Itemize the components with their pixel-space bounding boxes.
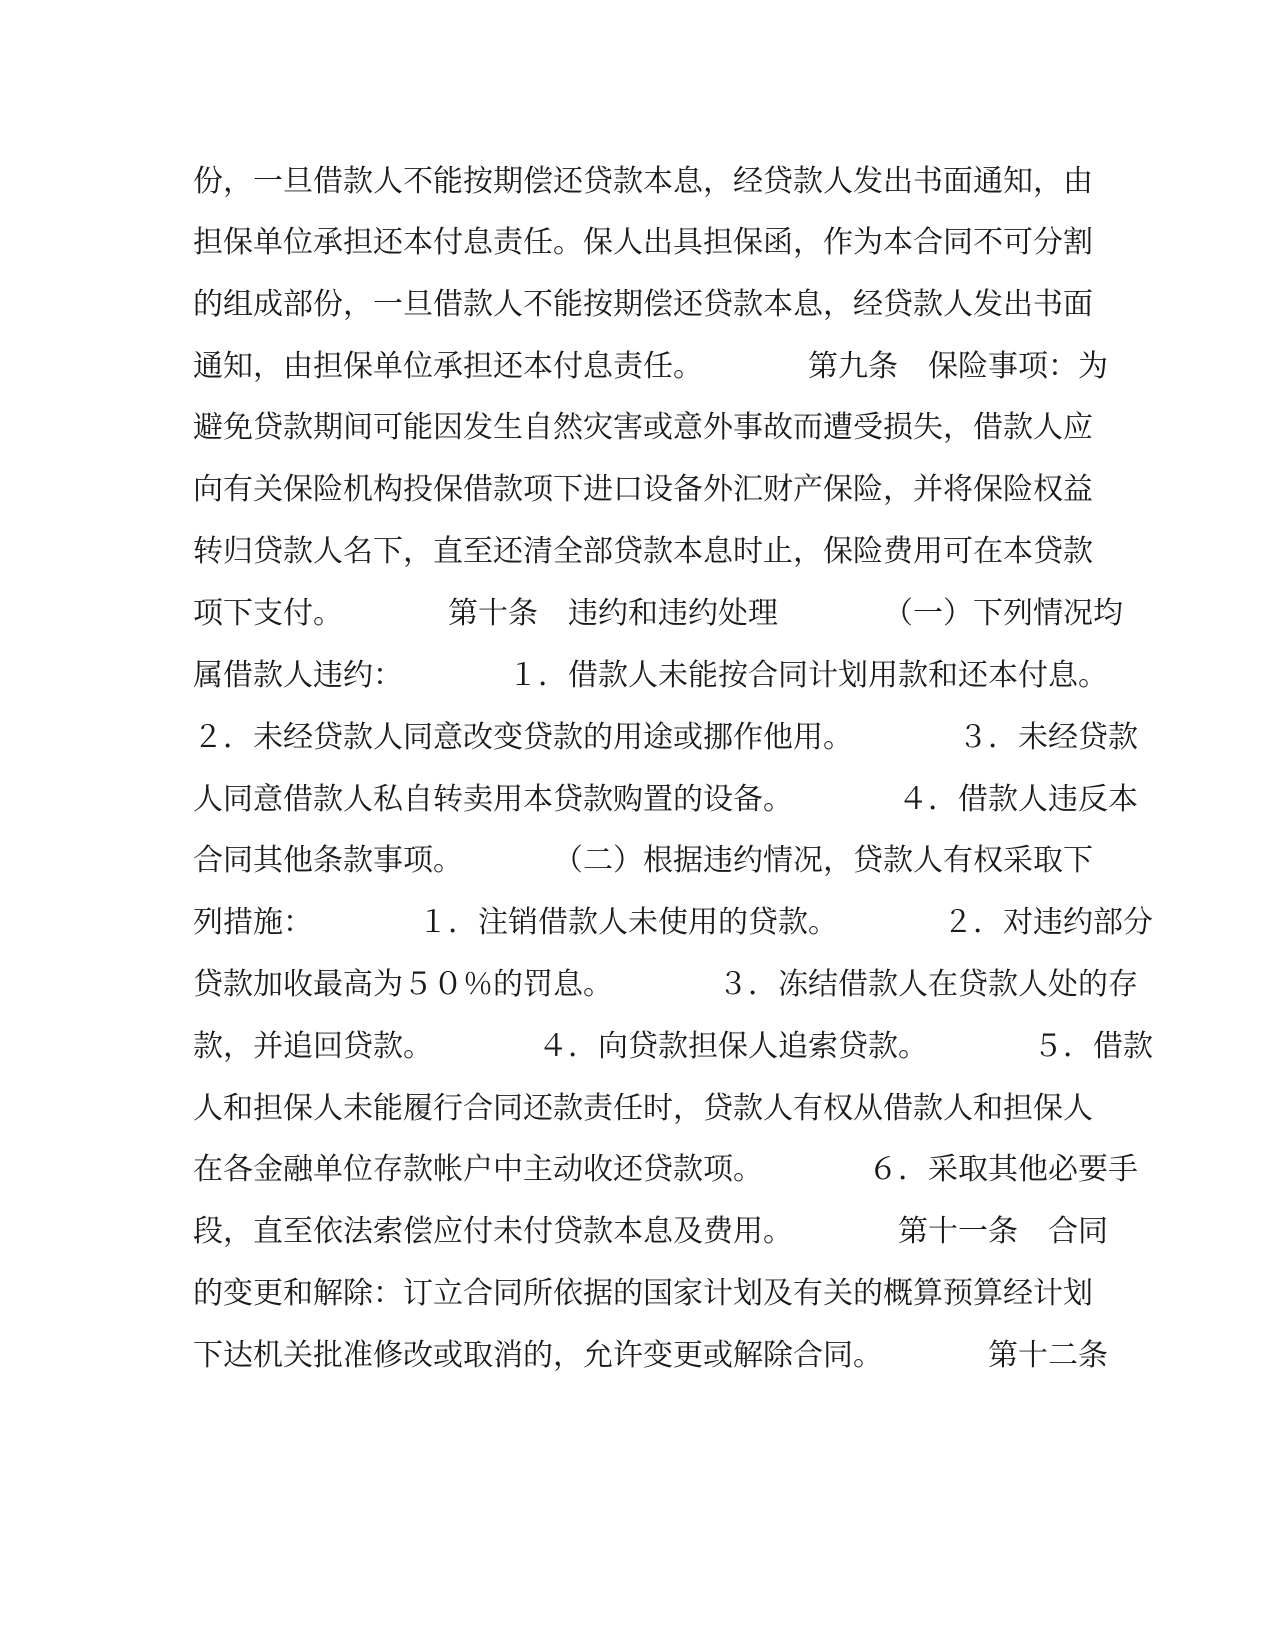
- text-line: 担保单位承担还本付息责任。保人出具担保函，作为本合同不可分割: [193, 225, 1093, 260]
- text-line: 转归贷款人名下，直至还清全部贷款本息时止，保险费用可在本贷款: [193, 534, 1093, 569]
- text-line: 的组成部份，一旦借款人不能按期偿还贷款本息，经贷款人发出书面: [193, 287, 1093, 322]
- text-line: ２．未经贷款人同意改变贷款的用途或挪作他用。 ３．未经贷款: [193, 720, 1138, 755]
- text-line: 人和担保人未能履行合同还款责任时，贷款人有权从借款人和担保人: [193, 1091, 1093, 1126]
- text-line: 下达机关批准修改或取消的，允许变更或解除合同。 第十二条: [193, 1338, 1108, 1373]
- text-line: 列措施： １．注销借款人未使用的贷款。 ２．对违约部分: [193, 905, 1153, 940]
- text-line: 向有关保险机构投保借款项下进口设备外汇财产保险，并将保险权益: [193, 472, 1093, 507]
- text-line: 在各金融单位存款帐户中主动收还贷款项。 ６．采取其他必要手: [193, 1152, 1138, 1187]
- text-line: 段，直至依法索偿应付未付贷款本息及费用。 第十一条 合同: [193, 1214, 1108, 1249]
- text-line: 人同意借款人私自转卖用本贷款购置的设备。 ４．借款人违反本: [193, 782, 1138, 817]
- text-line: 避免贷款期间可能因发生自然灾害或意外事故而遭受损失，借款人应: [193, 410, 1093, 445]
- text-line: 份，一旦借款人不能按期偿还贷款本息，经贷款人发出书面通知，由: [193, 164, 1093, 199]
- text-line: 的变更和解除：订立合同所依据的国家计划及有关的概算预算经计划: [193, 1276, 1093, 1311]
- text-line: 通知，由担保单位承担还本付息责任。 第九条 保险事项：为: [193, 349, 1108, 384]
- text-line: 款，并追回贷款。 ４．向贷款担保人追索贷款。 ５．借款: [193, 1029, 1153, 1064]
- text-line: 合同其他条款事项。 （二）根据违约情况，贷款人有权采取下: [193, 843, 1093, 878]
- text-line: 项下支付。 第十条 违约和违约处理 （一）下列情况均: [193, 596, 1123, 631]
- text-line: 属借款人违约： １．借款人未能按合同计划用款和还本付息。: [193, 658, 1108, 693]
- text-line: 贷款加收最高为５０％的罚息。 ３．冻结借款人在贷款人处的存: [193, 967, 1138, 1002]
